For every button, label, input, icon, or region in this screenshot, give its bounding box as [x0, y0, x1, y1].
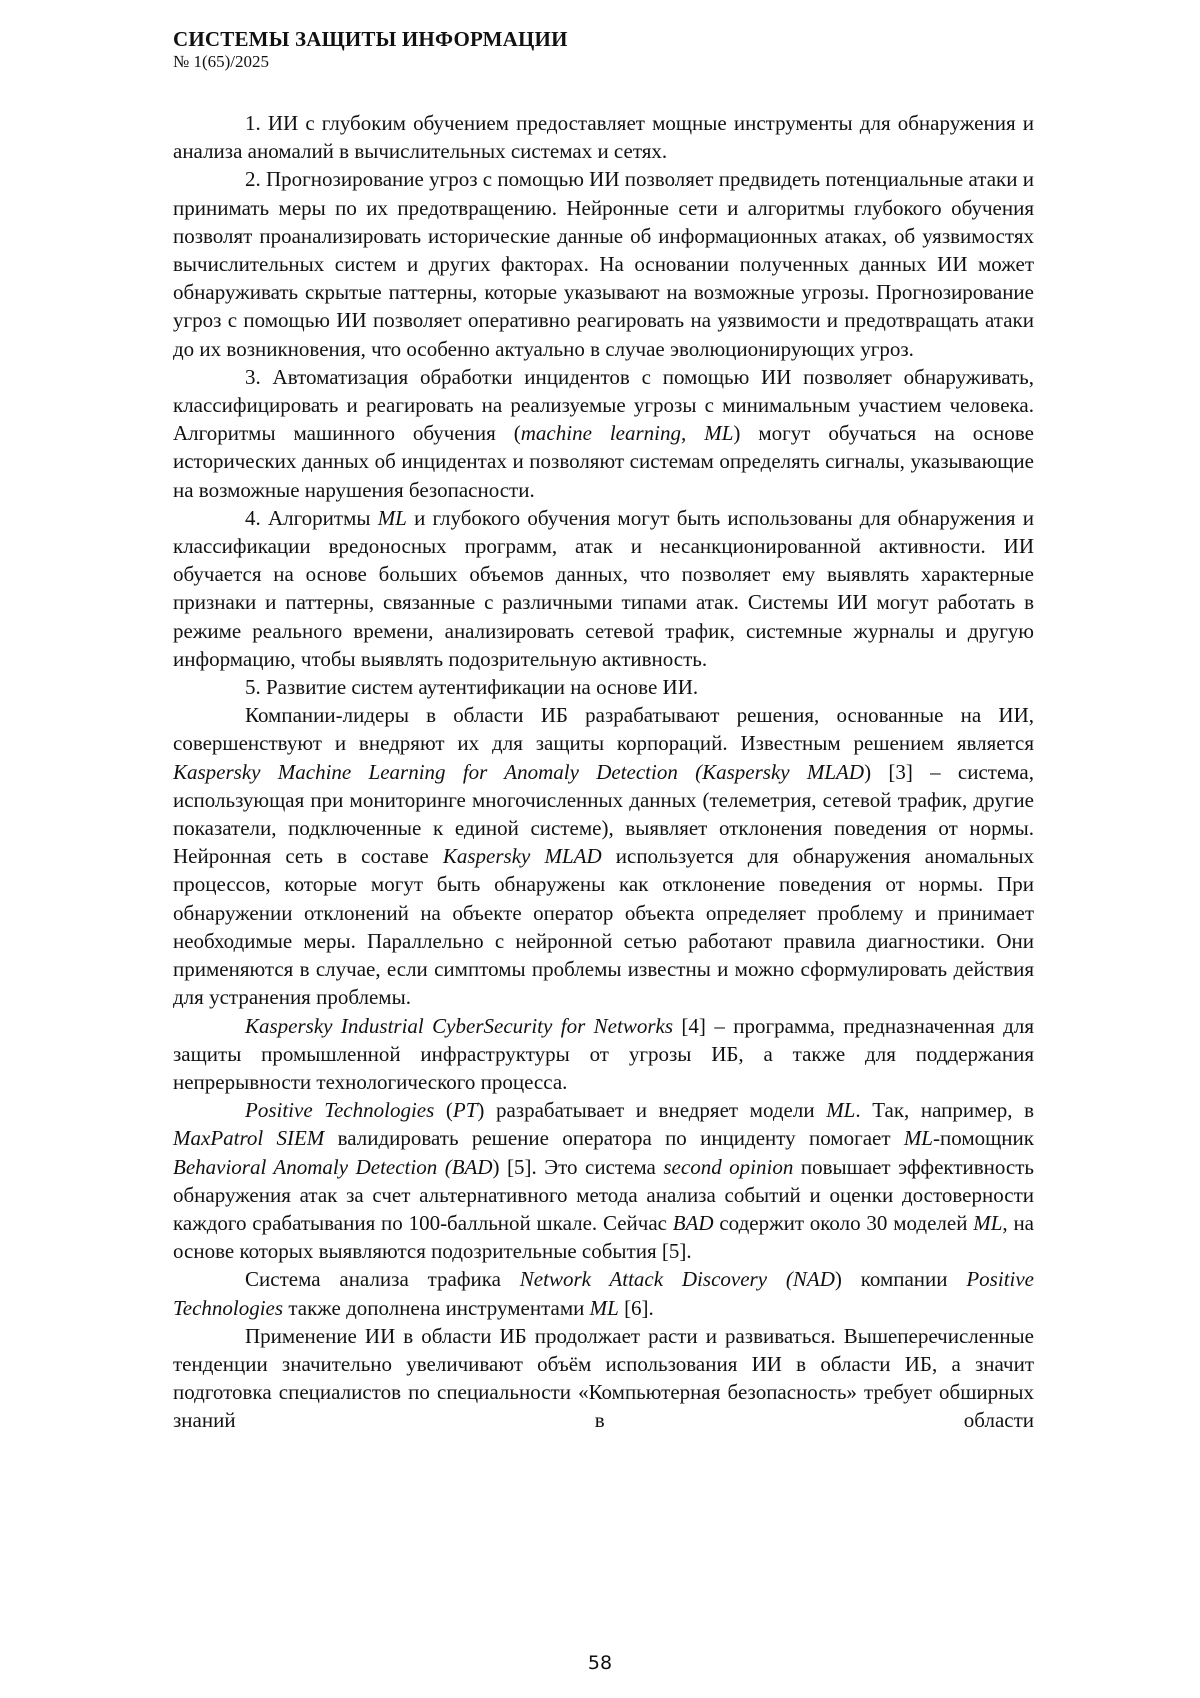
- paragraph: Применение ИИ в области ИБ продолжает расти и развиваться. Вышеперечисленные тенденции значительно увеличивают объём использования ИИ в области ИБ, а значит подготовка специалистов по специальности «Компьютерная безопасность» требует обширных знаний в области: [173, 1323, 1034, 1433]
- paragraph: 4. Алгоритмы ML и глубокого обучения могут быть использованы для обнаружения и классификации вредоносных программ, атак и несанкционированной активности. ИИ обучается на основе больших объемов данных, что позволяет ему выявлять характерные признаки и паттерны, связанные с различными типами атак. Системы ИИ могут работать в режиме реального времени, анализировать сетевой трафик, системные журналы и другую информацию, чтобы выявлять подозрительную активность.: [173, 505, 1034, 671]
- issue-number: № 1(65)/2025: [173, 52, 270, 71]
- paragraph: 3. Автоматизация обработки инцидентов с помощью ИИ позволяет обнаруживать, классифицировать и реагировать на реализуемые угрозы с минимальным участием человека. Алгоритмы машинного обучения (machine learning, ML) могут обучаться на основе исторических данных об инцидентах и позволяют системам определять сигналы, указывающие на возможные нарушения безопасности.: [173, 364, 1034, 502]
- running-header: [173, 26, 568, 72]
- paragraph: 2. Прогнозирование угроз с помощью ИИ позволяет предвидеть потенциальные атаки и принимать меры по их предотвращению. Нейронные сети и алгоритмы глубокого обучения позволят проанализировать исторические данные об информационных атаках, об уязвимостях вычислительных систем и других факторах. На основании полученных данных ИИ может обнаруживать скрытые паттерны, которые указывают на возможные угрозы. Прогнозирование угроз с помощью ИИ позволяет оперативно реагировать на уязвимости и предотвращать атаки до их возникновения, что особенно актуально в случае эволюционирующих угроз.: [173, 167, 1034, 361]
- paragraph: 1. ИИ с глубоким обучением предоставляет мощные инструменты для обнаружения и анализа аномалий в вычислительных системах и сетях.: [173, 111, 1034, 164]
- paragraph: Система анализа трафика Network Attack Discovery (NAD) компании Positive Technologies также дополнена инструментами ML [6].: [173, 1267, 1035, 1320]
- body-text: [173, 109, 1034, 1435]
- paragraph: Kaspersky Industrial CyberSecurity for Networks [4] – программа, предназначенная для защиты промышленной инфраструктуры от угрозы ИБ, а также для поддержания непрерывности технологического процесса.: [173, 1013, 1034, 1094]
- paragraph: Positive Technologies (PT) разрабатывает и внедряет модели ML. Так, например, в MaxPatrol SIEM валидировать решение оператора по инциденту помогает ML-помощник Behavioral Anomaly Detection (BAD) [5]. Это система second opinion повышает эффективность обнаружения атак за счет альтернативного метода анализа событий и оценки достоверности каждого срабатывания по 100-балльной шкале. Сейчас BAD содержит около 30 моделей ML, на основе которых выявляются подозрительные события [5].: [173, 1098, 1035, 1264]
- paragraph: Компании-лидеры в области ИБ разрабатывают решения, основанные на ИИ, совершенствуют и внедряют их для защиты корпораций. Известным решением является Kaspersky Machine Learning for Anomaly Detection (Kaspersky MLAD) [3] – система, использующая при мониторинге многочисленных данных (телеметрия, сетевой трафик, другие показатели, подключенные к единой системе), выявляет отклонения поведения от нормы. Нейронная сеть в составе Kaspersky MLAD используется для обнаружения аномальных процессов, которые могут быть обнаружены как отклонение поведения от нормы. При обнаружении отклонений на объекте оператор объекта определяет проблему и принимает необходимые меры. Параллельно с нейронной сетью работают правила диагностики. Они применяются в случае, если симптомы проблемы известны и можно сформулировать действия для устранения проблемы.: [173, 703, 1035, 1010]
- paragraph: 5. Развитие систем аутентификации на основе ИИ.: [245, 675, 699, 700]
- page-number: 58: [587, 1652, 613, 1674]
- journal-title: СИСТЕМЫ ЗАЩИТЫ ИНФОРМАЦИИ: [173, 27, 568, 51]
